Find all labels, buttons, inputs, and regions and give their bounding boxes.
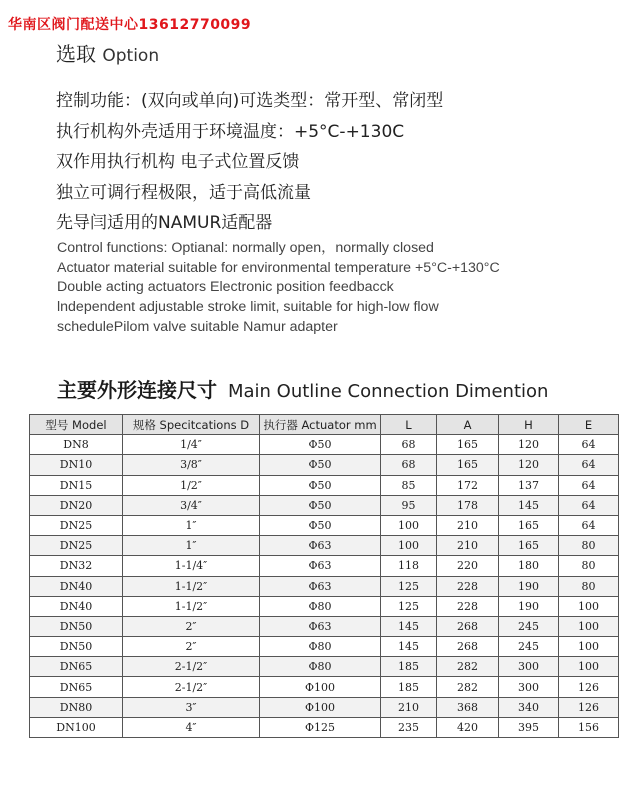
cell-e: 64 (559, 455, 619, 475)
table-row (30, 515, 619, 535)
cell-spec: 4″ (123, 717, 260, 737)
outline-heading (57, 374, 548, 403)
cell-model: DN15 (30, 475, 123, 495)
option-heading (56, 38, 159, 67)
cell-l: 125 (381, 596, 437, 616)
cell-spec: 2″ (123, 616, 260, 636)
table-row (30, 495, 619, 515)
table-row (30, 677, 619, 697)
cell-model: DN100 (30, 717, 123, 737)
cell-h: 180 (499, 556, 559, 576)
table-row (30, 717, 619, 737)
table-row (30, 536, 619, 556)
cell-a: 268 (437, 637, 499, 657)
cell-a: 268 (437, 616, 499, 636)
contact-banner: 华南区阀门配送中心13612770099 (8, 17, 252, 33)
cell-h: 137 (499, 475, 559, 495)
cell-l: 68 (381, 455, 437, 475)
cell-actuator: Φ100 (260, 677, 381, 697)
table-row (30, 576, 619, 596)
cell-model: DN80 (30, 697, 123, 717)
cell-a: 368 (437, 697, 499, 717)
cell-l: 210 (381, 697, 437, 717)
cell-e: 100 (559, 657, 619, 677)
cell-h: 165 (499, 536, 559, 556)
cell-l: 100 (381, 515, 437, 535)
feature-cn-item: 双作用执行机构 电子式位置反馈 (56, 152, 300, 173)
cell-l: 125 (381, 576, 437, 596)
table-row (30, 596, 619, 616)
feature-cn-item: 独立可调行程极限，适于高低流量 (56, 182, 311, 203)
table-row (30, 657, 619, 677)
table-row (30, 616, 619, 636)
cell-l: 100 (381, 536, 437, 556)
feature-en-item: lndependent adjustable stroke limit, suitable for high-low flow (57, 299, 439, 316)
cell-spec: 3/4″ (123, 495, 260, 515)
table-row (30, 435, 619, 455)
cell-h: 120 (499, 435, 559, 455)
cell-a: 178 (437, 495, 499, 515)
feature-en-item: Control functions: Optianal: normally open，normally closed (57, 240, 434, 256)
cell-l: 95 (381, 495, 437, 515)
cell-model: DN50 (30, 637, 123, 657)
cell-actuator: Φ50 (260, 475, 381, 495)
header-actuator: 执行器 Actuator mm (260, 415, 381, 435)
table-header-row (30, 415, 619, 435)
cell-h: 395 (499, 717, 559, 737)
cell-h: 245 (499, 637, 559, 657)
cell-actuator: Φ63 (260, 616, 381, 636)
cell-a: 210 (437, 536, 499, 556)
cell-model: DN20 (30, 495, 123, 515)
cell-h: 300 (499, 677, 559, 697)
cell-a: 165 (437, 455, 499, 475)
header-a: A (437, 415, 499, 435)
cell-spec: 1″ (123, 536, 260, 556)
cell-model: DN10 (30, 455, 123, 475)
cell-e: 156 (559, 717, 619, 737)
features-cn-list (56, 86, 443, 239)
outline-heading-cn: 主要外形连接尺寸 (57, 378, 217, 402)
cell-model: DN65 (30, 677, 123, 697)
cell-actuator: Φ63 (260, 536, 381, 556)
cell-actuator: Φ100 (260, 697, 381, 717)
cell-h: 190 (499, 576, 559, 596)
cell-actuator: Φ63 (260, 576, 381, 596)
header-l: L (381, 415, 437, 435)
cell-l: 185 (381, 657, 437, 677)
cell-l: 185 (381, 677, 437, 697)
cell-spec: 1/4″ (123, 435, 260, 455)
cell-actuator: Φ80 (260, 657, 381, 677)
cell-spec: 3/8″ (123, 455, 260, 475)
cell-h: 145 (499, 495, 559, 515)
cell-spec: 1/2″ (123, 475, 260, 495)
table-row (30, 556, 619, 576)
cell-model: DN32 (30, 556, 123, 576)
dimension-table (29, 414, 619, 738)
header-e: E (559, 415, 619, 435)
header-model: 型号 Model (30, 415, 123, 435)
cell-a: 420 (437, 717, 499, 737)
feature-en-item: schedulePilom valve suitable Namur adapter (57, 318, 338, 335)
cell-e: 100 (559, 637, 619, 657)
cell-spec: 2-1/2″ (123, 677, 260, 697)
cell-e: 80 (559, 556, 619, 576)
cell-spec: 2-1/2″ (123, 657, 260, 677)
cell-spec: 3″ (123, 697, 260, 717)
cell-l: 145 (381, 637, 437, 657)
cell-e: 64 (559, 475, 619, 495)
cell-model: DN25 (30, 536, 123, 556)
table-row (30, 455, 619, 475)
cell-e: 126 (559, 697, 619, 717)
feature-en-item: Double acting actuators Electronic position feedbacck (57, 279, 394, 296)
cell-actuator: Φ50 (260, 435, 381, 455)
option-heading-en: Option (102, 46, 160, 66)
option-heading-cn: 选取 (56, 42, 96, 66)
cell-actuator: Φ80 (260, 596, 381, 616)
cell-e: 80 (559, 576, 619, 596)
cell-e: 126 (559, 677, 619, 697)
cell-spec: 1-1/2″ (123, 576, 260, 596)
cell-actuator: Φ50 (260, 455, 381, 475)
header-specifications: 规格 Specitcations D (123, 415, 260, 435)
cell-spec: 1-1/2″ (123, 596, 260, 616)
table-row (30, 697, 619, 717)
cell-l: 68 (381, 435, 437, 455)
cell-a: 282 (437, 677, 499, 697)
cell-l: 145 (381, 616, 437, 636)
cell-a: 228 (437, 576, 499, 596)
cell-l: 85 (381, 475, 437, 495)
cell-e: 80 (559, 536, 619, 556)
cell-actuator: Φ125 (260, 717, 381, 737)
cell-e: 64 (559, 495, 619, 515)
cell-e: 64 (559, 515, 619, 535)
cell-h: 340 (499, 697, 559, 717)
cell-l: 118 (381, 556, 437, 576)
outline-heading-en: Main Outline Connection Dimention (227, 381, 549, 402)
feature-cn-item: 先导闫适用的NAMUR适配器 (56, 213, 273, 234)
features-en-list (57, 239, 500, 338)
cell-model: DN8 (30, 435, 123, 455)
header-h: H (499, 415, 559, 435)
cell-model: DN25 (30, 515, 123, 535)
cell-actuator: Φ80 (260, 637, 381, 657)
cell-h: 300 (499, 657, 559, 677)
cell-model: DN40 (30, 596, 123, 616)
cell-model: DN50 (30, 616, 123, 636)
cell-h: 165 (499, 515, 559, 535)
cell-spec: 1″ (123, 515, 260, 535)
table-row (30, 475, 619, 495)
cell-l: 235 (381, 717, 437, 737)
cell-a: 210 (437, 515, 499, 535)
cell-spec: 1-1/4″ (123, 556, 260, 576)
cell-model: DN65 (30, 657, 123, 677)
table-body (30, 435, 619, 738)
cell-a: 228 (437, 596, 499, 616)
cell-a: 220 (437, 556, 499, 576)
cell-a: 172 (437, 475, 499, 495)
cell-h: 245 (499, 616, 559, 636)
feature-cn-item: 控制功能：(双向或单向)可选类型：常开型、常闭型 (56, 91, 444, 111)
cell-h: 120 (499, 455, 559, 475)
feature-en-item: Actuator material suitable for environmental temperature +5°C-+130°C (57, 259, 500, 276)
cell-e: 100 (559, 616, 619, 636)
cell-e: 64 (559, 435, 619, 455)
table-row (30, 637, 619, 657)
cell-h: 190 (499, 596, 559, 616)
cell-e: 100 (559, 596, 619, 616)
cell-a: 282 (437, 657, 499, 677)
cell-actuator: Φ50 (260, 495, 381, 515)
cell-spec: 2″ (123, 637, 260, 657)
cell-actuator: Φ63 (260, 556, 381, 576)
cell-model: DN40 (30, 576, 123, 596)
cell-actuator: Φ50 (260, 515, 381, 535)
feature-cn-item: 执行机构外壳适用于环境温度：+5°C-+130C (56, 121, 405, 142)
cell-a: 165 (437, 435, 499, 455)
